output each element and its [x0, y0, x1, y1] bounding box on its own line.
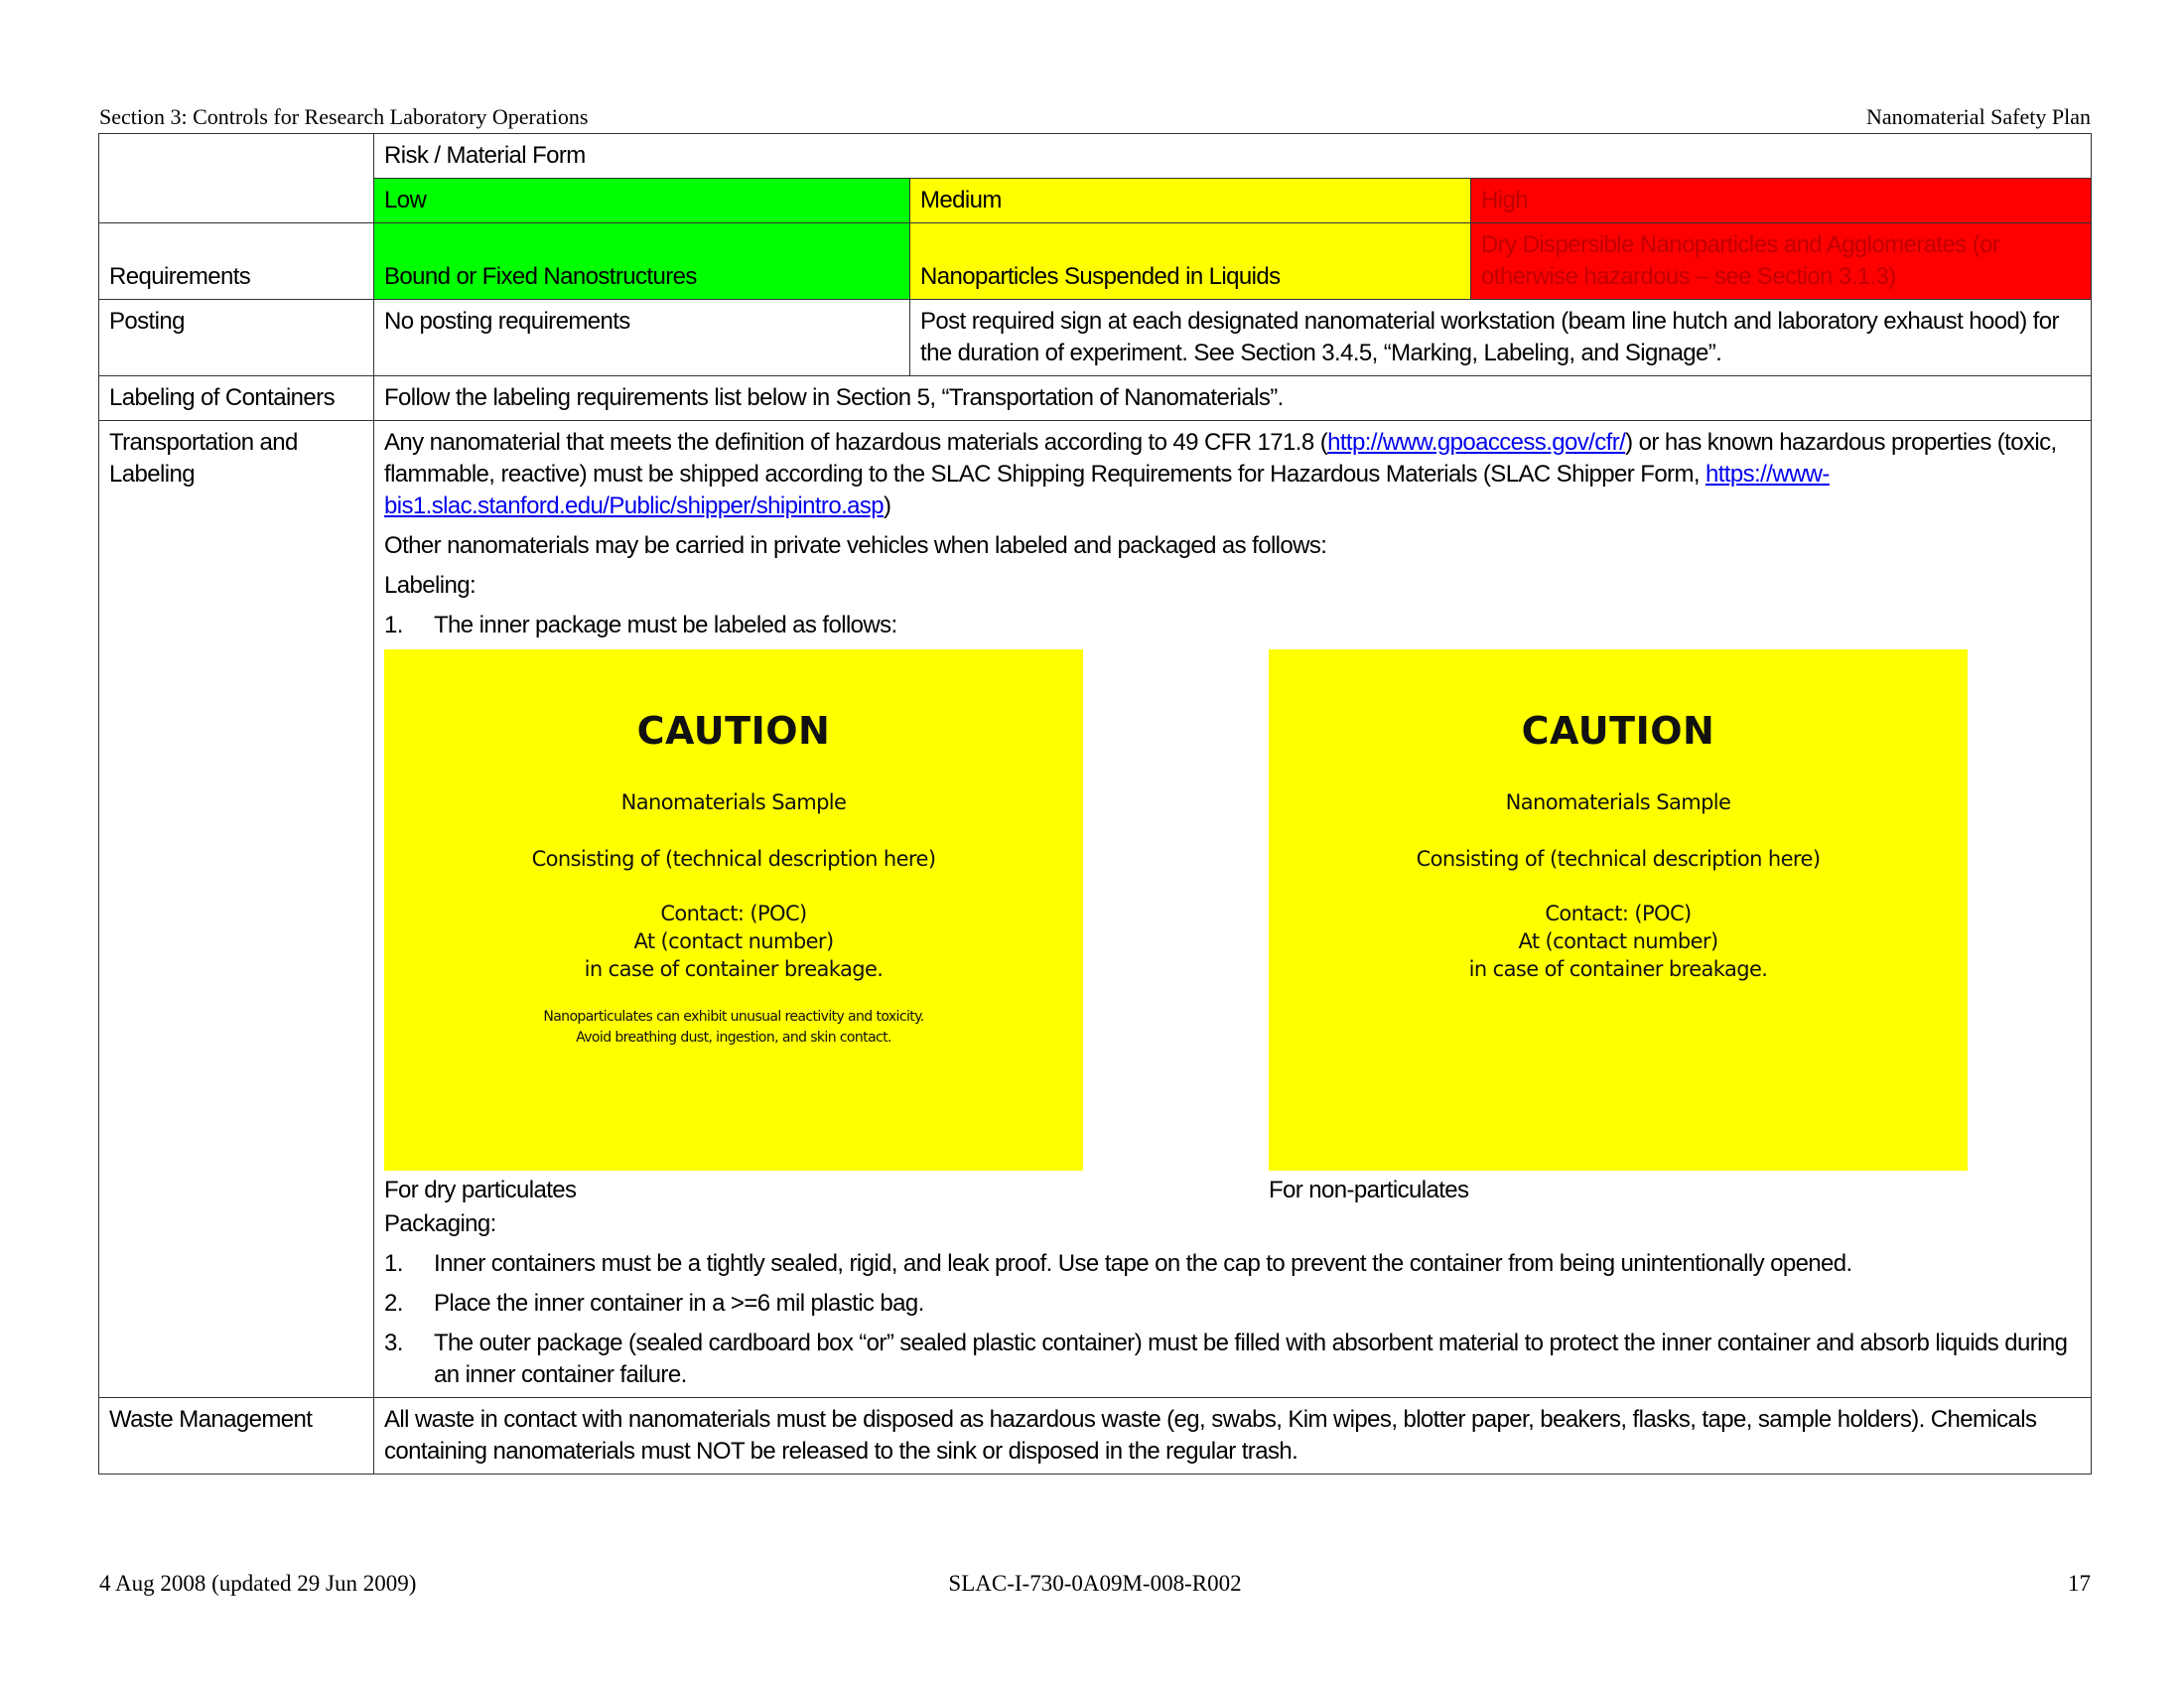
risk-level-low: Low [374, 179, 910, 223]
caution-title: CAUTION [636, 709, 831, 753]
private-vehicles-paragraph: Other nanomaterials may be carried in private vehicles when labeled and packaged as follows: [384, 532, 1327, 559]
caution-sample-line: Nanomaterials Sample [620, 790, 847, 814]
form-low: Bound or Fixed Nanostructures [374, 223, 910, 300]
caution-labels [384, 649, 2081, 1171]
transportation-text: ) [884, 492, 891, 519]
list-item [384, 1328, 2081, 1391]
page-footer [99, 1571, 2091, 1601]
requirements-label: Requirements [99, 223, 374, 300]
posting-low: No posting requirements [374, 300, 910, 376]
caution-number-line: At (contact number) [633, 929, 834, 953]
list-text: The inner package must be labeled as follows: [434, 612, 897, 638]
caution-description-line: Consisting of (technical description here) [531, 847, 936, 871]
footer-document-id: SLAC-I-730-0A09M-008-R002 [948, 1571, 1242, 1596]
footer-page-number: 17 [2068, 1571, 2091, 1596]
caution-label-dry [384, 649, 1083, 1171]
caption-dry: For dry particulates [384, 1177, 577, 1203]
form-high: Dry Dispersible Nanoparticles and Agglomerates (or otherwise hazardous – see Section 3.1.3) [1471, 223, 2092, 300]
transportation-label: Transportation and Labeling [99, 421, 374, 1398]
transportation-content [374, 421, 2092, 1398]
risk-header-cell: Risk / Material Form [374, 134, 2092, 179]
risk-controls-table [98, 133, 2092, 1475]
transportation-paragraph [384, 427, 2081, 522]
posting-medium-high: Post required sign at each designated nanomaterial workstation (beam line hutch and laboratory exhaust hood) for the duration of experiment. See Section 3.4.5, “Marking, Labeling, and Signage”. [910, 300, 2092, 376]
table-row [99, 421, 2092, 1398]
waste-text: All waste in contact with nanomaterials must be disposed as hazardous waste (eg, swabs, Kim wipes, blotter paper, beakers, flasks, tape, sample holders). Chemicals containing nanomaterials must NOT be released to the sink or disposed in the regular trash. [374, 1398, 2092, 1475]
caution-breakage-line: in case of container breakage. [1468, 957, 1768, 981]
gpoaccess-link[interactable]: http://www.gpoaccess.gov/cfr/ [1327, 429, 1626, 456]
table-row [99, 1398, 2092, 1475]
slac-shipper-link[interactable]: https://www-bis1.slac.stanford.edu/Public/shipper/shipintro.asp [384, 461, 1830, 519]
header-section-title: Section 3: Controls for Research Laboratory Operations [99, 104, 589, 129]
empty-corner-cell [99, 134, 374, 223]
transportation-text: Any nanomaterial that meets the definition of hazardous materials according to 49 CFR 171.8 ( [384, 429, 1328, 456]
packaging-list [384, 1248, 2081, 1391]
transportation-text: ) or has known hazardous properties (toxic, flammable, reactive) must be shipped according to the SLAC Shipping Requirements for Hazardous Materials (SLAC Shipper Form, [384, 429, 2057, 488]
table-row [99, 134, 2092, 179]
caution-warning-line: Nanoparticulates can exhibit unusual reactivity and toxicity. [543, 1009, 924, 1025]
caution-warning [384, 1007, 1083, 1049]
table-row [99, 179, 2092, 223]
label-captions [384, 1175, 2081, 1208]
list-number: 2. [384, 1290, 403, 1317]
caution-contact-block [1269, 900, 1968, 983]
caution-sample-line: Nanomaterials Sample [1505, 790, 1731, 814]
list-text: Inner containers must be a tightly sealed, rigid, and leak proof. Use tape on the cap to prevent the container from being unintentionally opened. [434, 1250, 1852, 1277]
risk-level-medium: Medium [910, 179, 1471, 223]
risk-level-high: High [1471, 179, 2092, 223]
page-header [99, 104, 2091, 132]
packaging-heading: Packaging: [384, 1210, 496, 1237]
caution-label-nondry [1269, 649, 1968, 1171]
table-row [99, 300, 2092, 376]
header-document-title: Nanomaterial Safety Plan [1865, 104, 2091, 129]
labeling-containers-text: Follow the labeling requirements list below in Section 5, “Transportation of Nanomaterials”. [374, 376, 2092, 421]
caption-nondry: For non-particulates [1269, 1177, 1469, 1203]
table-row [99, 223, 2092, 300]
waste-label: Waste Management [99, 1398, 374, 1475]
caution-warning-line: Avoid breathing dust, ingestion, and skin contact. [576, 1030, 891, 1046]
labeling-list [384, 610, 2081, 641]
caution-title: CAUTION [1521, 709, 1715, 753]
posting-label: Posting [99, 300, 374, 376]
list-number: 3. [384, 1330, 403, 1356]
list-text: The outer package (sealed cardboard box “or” sealed plastic container) must be filled with absorbent material to protect the inner container and absorb liquids during an inner container failure. [434, 1330, 2068, 1388]
list-number: 1. [384, 1250, 403, 1277]
form-medium: Nanoparticles Suspended in Liquids [910, 223, 1471, 300]
list-item [384, 1288, 2081, 1320]
caution-contact-block [384, 900, 1083, 983]
caution-description-line: Consisting of (technical description here) [1416, 847, 1821, 871]
caution-number-line: At (contact number) [1518, 929, 1718, 953]
table-row [99, 376, 2092, 421]
caution-breakage-line: in case of container breakage. [584, 957, 884, 981]
list-number: 1. [384, 612, 403, 638]
list-item [384, 1248, 2081, 1280]
labeling-containers-label: Labeling of Containers [99, 376, 374, 421]
caution-contact-line: Contact: (POC) [1545, 902, 1692, 925]
list-item [384, 610, 2081, 641]
footer-date: 4 Aug 2008 (updated 29 Jun 2009) [99, 1571, 417, 1596]
caution-contact-line: Contact: (POC) [660, 902, 807, 925]
list-text: Place the inner container in a >=6 mil plastic bag. [434, 1290, 924, 1317]
labeling-heading: Labeling: [384, 572, 477, 599]
